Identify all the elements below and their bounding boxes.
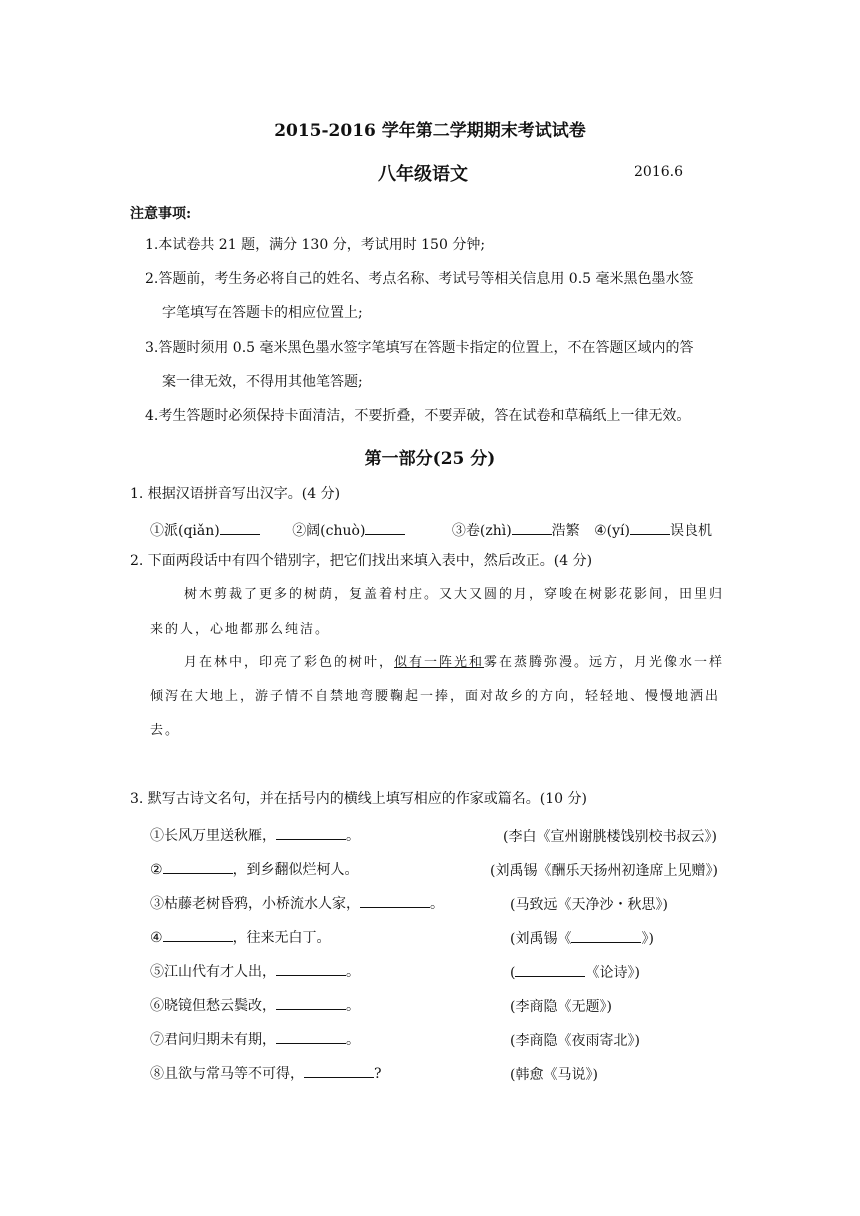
answer-blank[interactable] (365, 521, 405, 535)
q3-source-text: ( (510, 965, 516, 981)
q1-item-3: ③卷(zhì) (451, 523, 512, 539)
q3-line-2 (150, 860, 359, 877)
answer-blank[interactable] (163, 928, 233, 942)
q3-source-1: (李白《宣州谢朓楼饯别校书叔云》) (503, 829, 717, 845)
answer-blank[interactable] (304, 1064, 374, 1078)
q3-source-text: (刘禹锡《 (510, 931, 572, 947)
q3-source-2: (刘禹锡《酬乐天扬州初逢席上见赠》) (490, 863, 718, 879)
q3-line-text: 。 (346, 1032, 360, 1048)
q3-source-7: (李商隐《夜雨寄北》) (510, 1033, 640, 1049)
q3-line-text: ④ (150, 930, 163, 946)
q2-paragraph-1-cont: 来的人，心地都那么纯洁。 (150, 622, 331, 637)
q3-line-text: ⑤江山代有才人出， (150, 964, 276, 980)
q3-line-text: 。 (346, 828, 360, 844)
q3-source-3: (马致远《天净沙・秋思》) (510, 897, 668, 913)
q3-source-text: 》) (641, 931, 654, 947)
q2-paragraph-1: 树木剪裁了更多的树荫，复盖着村庄。又大又圆的月，穿唆在树影花影间，田里归 (184, 587, 725, 602)
q3-line-text: ①长风万里送秋雁， (150, 828, 276, 844)
answer-blank[interactable] (276, 962, 346, 976)
section-title: 第一部分(25 分) (364, 449, 496, 469)
q3-source-4 (510, 928, 654, 948)
q3-line-7 (150, 1030, 360, 1047)
q3-line-text: ⑧且欲与常马等不可得， (150, 1066, 304, 1082)
q3-line-1 (150, 826, 360, 843)
q3-source-6: (李商隐《无题》) (510, 999, 612, 1015)
notice-item-3-cont: 案一律无效，不得用其他笔答题; (162, 374, 363, 390)
q3-line-8 (150, 1064, 382, 1081)
q2-underlined-phrase: 似有一阵光和 (394, 655, 485, 670)
question-3-stem: 3. 默写古诗文名句，并在括号内的横线上填写相应的作家或篇名。(10 分) (130, 791, 587, 807)
q1-item-2: ②阔(chuò) (292, 523, 366, 539)
notice-item-1: 1.本试卷共 21 题，满分 130 分，考试用时 150 分钟; (145, 237, 486, 253)
q1-item-3-suffix: 浩繁 (551, 523, 580, 539)
notice-item-2: 2.答题前，考生务必将自己的姓名、考点名称、考试号等相关信息用 0.5 毫米黑色墨水签 (145, 271, 694, 287)
answer-blank[interactable] (276, 1030, 346, 1044)
q3-line-3 (150, 894, 444, 911)
q1-item-1: ①派(qiǎn) (150, 523, 220, 539)
answer-blank[interactable] (515, 963, 585, 977)
q3-source-8: (韩愈《马说》) (510, 1067, 598, 1083)
notice-heading: 注意事项: (130, 206, 192, 222)
question-1-stem: 1. 根据汉语拼音写出汉字。(4 分) (130, 486, 341, 502)
q3-line-text: ③枯藤老树昏鸦，小桥流水人家， (150, 896, 360, 912)
q3-line-text: 。 (346, 964, 360, 980)
q3-source-text: 《论诗》) (585, 965, 640, 981)
q2-p2-pre: 月在林中，印亮了彩色的树叶， (184, 655, 395, 670)
q1-item-4-suffix: 误良机 (670, 523, 712, 539)
answer-blank[interactable] (163, 860, 233, 874)
q3-line-text: 。 (346, 998, 360, 1014)
q3-line-text: ，往来无白丁。 (232, 930, 331, 946)
exam-subtitle: 八年级语文 (378, 164, 468, 185)
q3-line-text: ② (150, 862, 163, 878)
answer-blank[interactable] (360, 894, 430, 908)
q1-item-4: ④(yí) (594, 523, 630, 539)
q3-line-text: ⑦君问归期未有期， (150, 1032, 276, 1048)
q2-paragraph-2 (184, 656, 724, 669)
q2-paragraph-2-end: 去。 (150, 723, 181, 738)
notice-item-2-cont: 字笔填写在答题卡的相应位置上; (162, 305, 363, 321)
exam-title: 2015-2016 学年第二学期期末考试试卷 (274, 121, 586, 141)
question-1-items (150, 521, 712, 538)
answer-blank[interactable] (276, 996, 346, 1010)
exam-date: 2016.6 (634, 164, 683, 180)
q3-line-text: ，到乡翻似烂柯人。 (232, 862, 359, 878)
q2-paragraph-2-cont: 倾泻在大地上，游子情不自禁地弯腰鞠起一捧，面对故乡的方向，轻轻地、慢慢地洒出 (150, 689, 721, 704)
answer-blank[interactable] (571, 929, 641, 943)
q3-line-6 (150, 996, 360, 1013)
notice-item-4: 4.考生答题时必须保持卡面清洁，不要折叠，不要弄破，答在试卷和草稿纸上一律无效。 (145, 408, 691, 424)
notice-item-3: 3.答题时须用 0.5 毫米黑色墨水签字笔填写在答题卡指定的位置上，不在答题区域内的答 (145, 340, 694, 356)
answer-blank[interactable] (276, 826, 346, 840)
answer-blank[interactable] (220, 521, 260, 535)
q3-line-text: ? (374, 1066, 382, 1082)
q3-line-text: ⑥晓镜但愁云鬓改， (150, 998, 276, 1014)
question-2-stem: 2. 下面两段话中有四个错别字，把它们找出来填入表中，然后改正。(4 分) (130, 553, 593, 569)
q3-source-5 (510, 962, 640, 982)
answer-blank[interactable] (630, 521, 670, 535)
q2-p2-post: 雾在蒸腾弥漫。远方，月光像水一样 (484, 655, 725, 670)
q3-line-4 (150, 928, 331, 945)
q3-line-text: 。 (430, 896, 444, 912)
answer-blank[interactable] (512, 521, 552, 535)
q3-line-5 (150, 962, 360, 979)
